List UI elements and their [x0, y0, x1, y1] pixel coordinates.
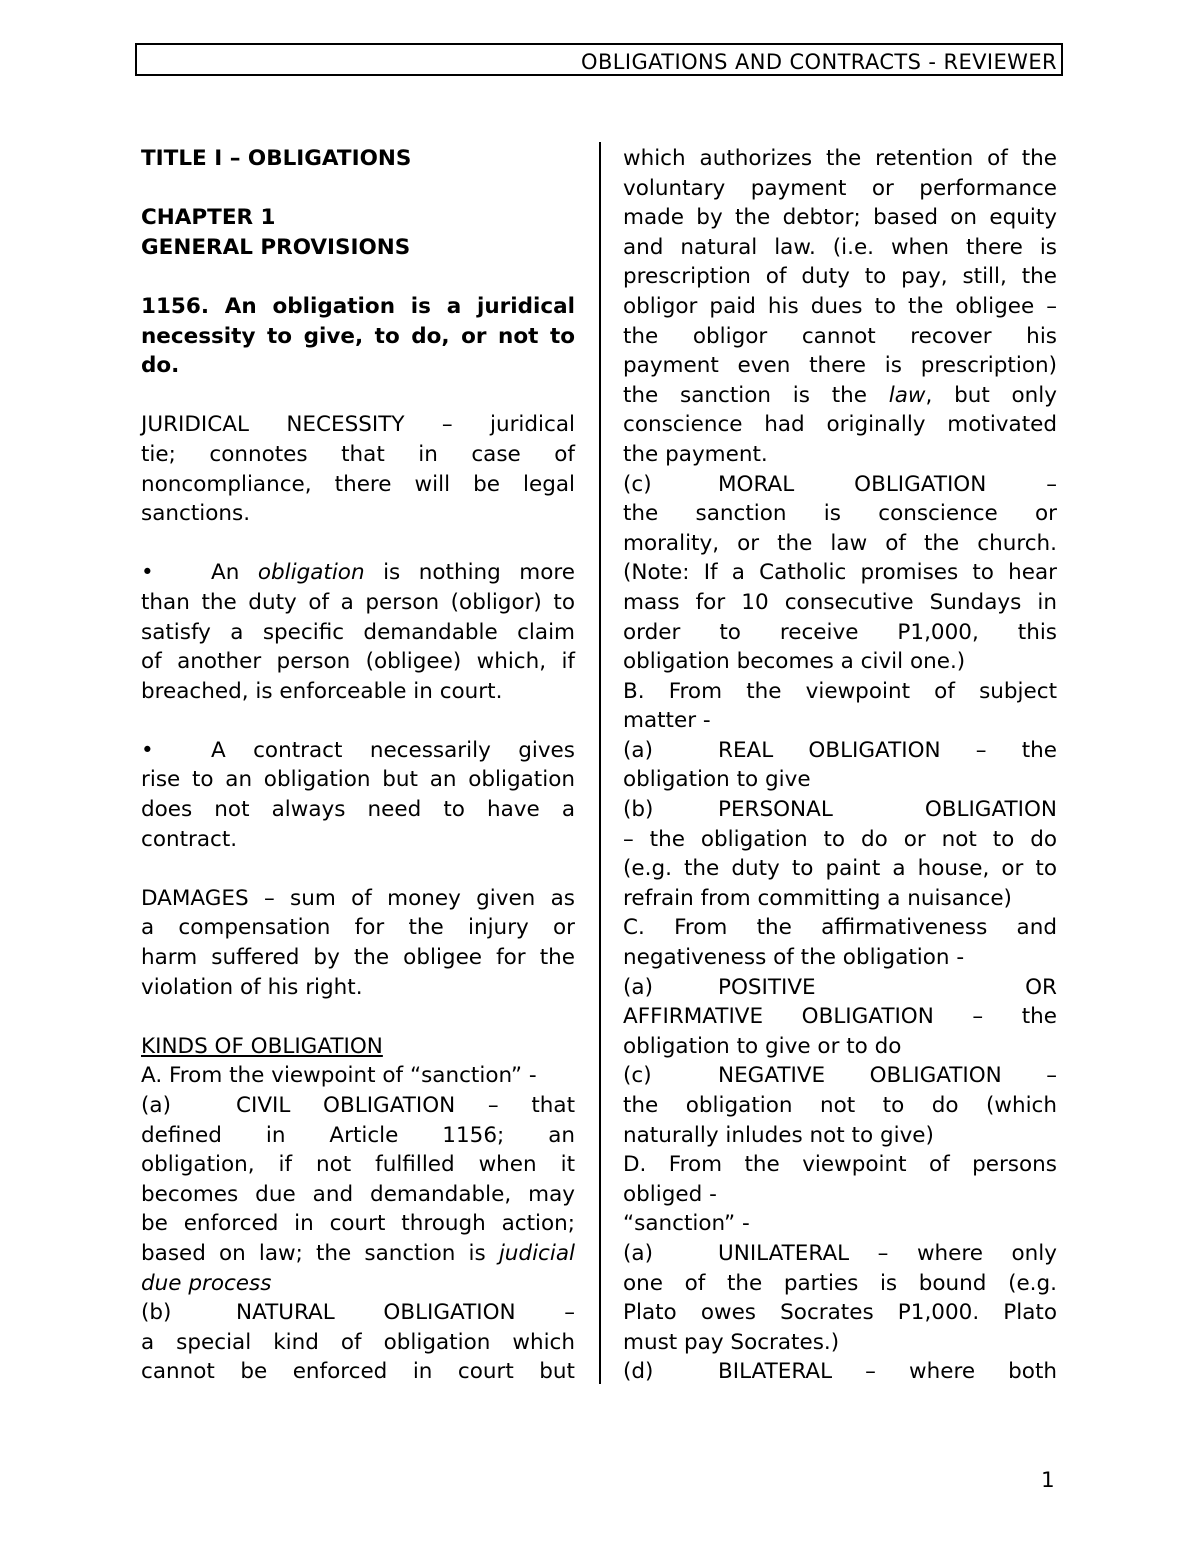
item-line: the sanction is conscience or: [623, 501, 1057, 527]
damages-line: violation of his right.: [141, 974, 363, 1000]
item-label: (a): [623, 974, 653, 1000]
emphasis-text: obligation: [257, 560, 365, 586]
text-line: the payment.: [623, 441, 768, 467]
item-text: NEGATIVE OBLIGATION –: [718, 1063, 1057, 1089]
civil-obligation-item: [141, 1091, 575, 1121]
bullet-line: contract.: [141, 826, 238, 852]
spacer: [141, 381, 575, 411]
item-line: – the obligation to do or not to do: [623, 826, 1057, 852]
item-text: based on law; the sanction is: [141, 1240, 499, 1266]
bullet-line: than the duty of a person (obligor) to: [141, 589, 575, 615]
item-line: cannot be enforced in court but: [141, 1359, 575, 1385]
item-label: (b): [141, 1300, 172, 1326]
damages-line: a compensation for the injury or: [141, 915, 575, 941]
item-label: (a): [623, 1240, 653, 1266]
item-line: mass for 10 consecutive Sundays in: [623, 589, 1057, 615]
subsection-heading: A. From the viewpoint of “sanction” -: [141, 1063, 537, 1089]
subsection-heading: “sanction” -: [623, 1211, 750, 1237]
item-text: CIVIL OBLIGATION – that: [236, 1093, 575, 1118]
item-line: refrain from committing a nuisance): [623, 885, 1012, 911]
spacer: [141, 174, 575, 204]
text-line: obligor paid his dues to the obligee –: [623, 293, 1057, 319]
bullet-icon: •: [141, 737, 154, 763]
item-text: PERSONAL OBLIGATION: [718, 797, 1057, 823]
text-line: voluntary payment or performance: [623, 175, 1057, 201]
item-text: REAL OBLIGATION – the: [718, 737, 1057, 763]
article-line: do.: [141, 353, 180, 379]
subsection-heading: B. From the viewpoint of subject: [623, 678, 1057, 704]
natural-obligation-item: [141, 1298, 575, 1328]
bilateral-item: [623, 1357, 1057, 1387]
page-number: 1: [1041, 1468, 1055, 1493]
moral-obligation-item: [623, 470, 1057, 500]
item-label: (c): [623, 471, 652, 497]
item-text: BILATERAL – where both: [718, 1359, 1057, 1385]
spacer: [141, 706, 575, 736]
spacer: [141, 529, 575, 559]
item-line: AFFIRMATIVE OBLIGATION – the: [623, 1004, 1057, 1030]
item-line: (e.g. the duty to paint a house, or to: [623, 856, 1057, 882]
item-line: a special kind of obligation which: [141, 1329, 575, 1355]
chapter-name: GENERAL PROVISIONS: [141, 234, 411, 260]
item-label: (a): [623, 737, 653, 763]
item-text: the sanction is the: [623, 382, 889, 408]
subsection-heading: matter -: [623, 708, 711, 734]
item-line: obligation to give: [623, 767, 811, 793]
emphasis-text: judicial: [498, 1240, 575, 1266]
bullet-item-contract: [141, 736, 575, 766]
item-line: Plato owes Socrates P1,000. Plato: [623, 1300, 1057, 1326]
text-line: [623, 381, 1057, 411]
emphasis-line: due process: [141, 1270, 272, 1296]
item-text: UNILATERAL – where only: [718, 1240, 1057, 1266]
bullet-line: rise to an obligation but an obligation: [141, 767, 575, 793]
bullet-line: breached, is enforceable in court.: [141, 678, 503, 704]
item-line: obligation, if not fulfilled when it: [141, 1152, 575, 1178]
subsection-heading: negativeness of the obligation -: [623, 945, 965, 971]
item-line: one of the parties is bound (e.g.: [623, 1270, 1057, 1296]
spacer: [141, 1002, 575, 1032]
left-column: [141, 144, 575, 1387]
bullet-text: is nothing more: [364, 560, 575, 586]
item-line: must pay Socrates.): [623, 1329, 840, 1355]
item-line: the obligation not to do (which: [623, 1093, 1057, 1118]
text-line: the obligor cannot recover his: [623, 323, 1057, 349]
item-label: (b): [623, 797, 654, 823]
column-divider: [599, 142, 601, 1384]
text-line: prescription of duty to pay, still, the: [623, 264, 1057, 290]
damages-line: harm suffered by the obligee for the: [141, 945, 575, 971]
subsection-heading: C. From the affirmativeness and: [623, 915, 1057, 941]
item-line: morality, or the law of the church.: [623, 530, 1057, 556]
item-line: obligation to give or to do: [623, 1033, 902, 1059]
item-label: (d): [623, 1359, 654, 1385]
subsection-heading: obliged -: [623, 1181, 717, 1207]
bullet-icon: •: [141, 560, 154, 586]
text-line: conscience had originally motivated: [623, 412, 1057, 438]
emphasis-text: law: [888, 382, 926, 408]
right-column: [623, 144, 1057, 1387]
header-title: OBLIGATIONS AND CONTRACTS - REVIEWER: [581, 50, 1057, 74]
text-line: and natural law. (i.e. when there is: [623, 234, 1057, 260]
item-line: naturally inludes not to give): [623, 1122, 934, 1148]
bullet-line: does not always need to have a: [141, 797, 575, 823]
item-line: becomes due and demandable, may: [141, 1181, 575, 1207]
item-text: NATURAL OBLIGATION –: [236, 1300, 575, 1326]
definition-line: noncompliance, there will be legal: [141, 471, 575, 497]
text-line: which authorizes the retention of the: [623, 146, 1057, 171]
title-heading: TITLE I – OBLIGATIONS: [141, 146, 412, 171]
item-line: obligation becomes a civil one.): [623, 649, 966, 675]
bullet-text: A contract necessarily gives: [211, 737, 575, 763]
bullet-item-obligation: [141, 558, 575, 588]
item-line: (Note: If a Catholic promises to hear: [623, 560, 1057, 586]
item-line: order to receive P1,000, this: [623, 619, 1057, 645]
personal-obligation-item: [623, 795, 1057, 825]
damages-line: DAMAGES – sum of money given as: [141, 885, 575, 911]
negative-obligation-item: [623, 1061, 1057, 1091]
running-header: [135, 43, 1063, 76]
item-line: be enforced in court through action;: [141, 1211, 575, 1237]
definition-line: sanctions.: [141, 501, 251, 527]
section-heading: KINDS OF OBLIGATION: [141, 1033, 383, 1059]
definition-line: JURIDICAL NECESSITY – juridical: [141, 412, 575, 438]
text-line: payment even there is prescription): [623, 353, 1057, 379]
bullet-line: of another person (obligee) which, if: [141, 649, 575, 675]
item-text: POSITIVE OR: [718, 974, 1057, 1000]
subsection-heading: D. From the viewpoint of persons: [623, 1152, 1057, 1178]
definition-line: tie; connotes that in case of: [141, 441, 575, 467]
real-obligation-item: [623, 736, 1057, 766]
item-line: defined in Article 1156; an: [141, 1122, 575, 1148]
text-line: made by the debtor; based on equity: [623, 205, 1057, 231]
spacer: [141, 262, 575, 292]
spacer: [141, 854, 575, 884]
chapter-heading: CHAPTER 1: [141, 205, 276, 231]
unilateral-item: [623, 1239, 1057, 1269]
item-text: , but only: [925, 382, 1057, 408]
item-label: (c): [623, 1063, 652, 1089]
article-line: 1156. An obligation is a juridical: [141, 293, 575, 319]
item-label: (a): [141, 1093, 171, 1118]
bullet-line: satisfy a specific demandable claim: [141, 619, 575, 645]
item-text: MORAL OBLIGATION –: [718, 471, 1057, 497]
positive-obligation-item: [623, 973, 1057, 1003]
item-line: [141, 1239, 575, 1269]
article-line: necessity to give, to do, or not to: [141, 323, 575, 349]
bullet-text: An: [211, 560, 258, 586]
